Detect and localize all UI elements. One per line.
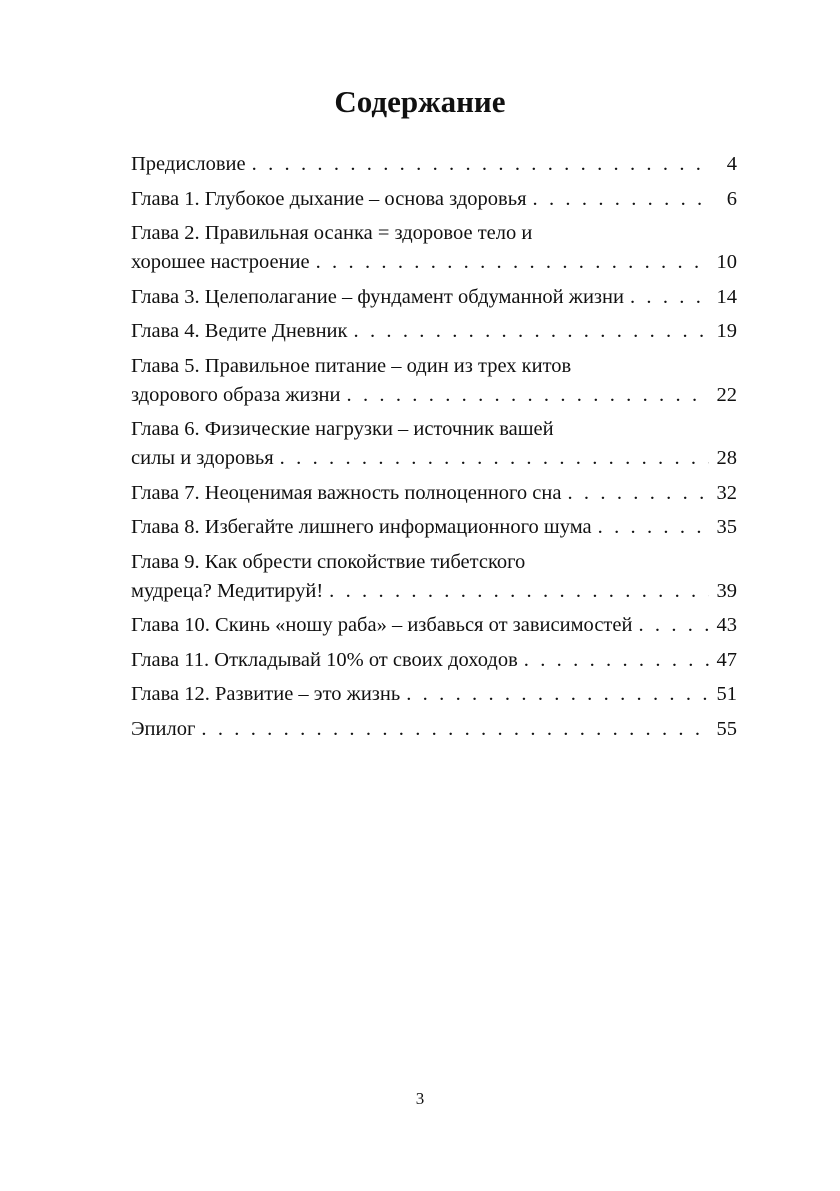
dot-leader bbox=[252, 150, 709, 179]
toc-entry-title-line2: здорового образа жизни bbox=[131, 383, 341, 406]
dot-leader bbox=[329, 577, 709, 606]
toc-entry-title: Эпилог bbox=[131, 717, 196, 740]
dot-leader bbox=[354, 317, 710, 346]
toc-entry-title: Предисловие bbox=[131, 153, 246, 175]
dot-leader bbox=[533, 185, 709, 214]
dot-leader bbox=[280, 444, 709, 473]
toc-entry-page: 47 bbox=[716, 648, 737, 671]
toc-entry-title-line2: мудреца? Медитируй! bbox=[131, 579, 324, 602]
toc-entry-title: Глава 11. Откладывай 10% от своих доходов bbox=[131, 648, 518, 671]
toc-entry bbox=[131, 680, 737, 709]
toc-entry-page: 43 bbox=[716, 614, 737, 636]
toc-entry-page: 4 bbox=[726, 153, 737, 175]
dot-leader bbox=[567, 479, 709, 508]
toc-entry bbox=[131, 715, 737, 744]
toc-entry-title: Глава 12. Развитие – это жизнь bbox=[131, 683, 401, 705]
page-number: 3 bbox=[415, 1089, 425, 1108]
toc-entry bbox=[131, 513, 737, 542]
toc-entry bbox=[131, 317, 737, 346]
page-title: Содержание bbox=[334, 84, 506, 119]
toc-entry-page: 32 bbox=[716, 481, 737, 504]
toc-entry bbox=[131, 415, 737, 473]
dot-leader bbox=[630, 283, 709, 312]
toc-entry bbox=[131, 219, 737, 277]
toc-entry-title: Глава 10. Скинь «ношу раба» – избавься от зависимостей bbox=[131, 614, 633, 636]
dot-leader bbox=[316, 248, 709, 277]
dot-leader bbox=[347, 381, 710, 410]
toc-entry-title-line2: хорошее настроение bbox=[131, 251, 310, 273]
toc-entry-page: 14 bbox=[716, 285, 737, 308]
toc-entry bbox=[131, 283, 737, 312]
toc-entry-page: 55 bbox=[716, 717, 737, 740]
toc-entry-page: 6 bbox=[726, 187, 737, 210]
toc-entry-title-line1: Глава 2. Правильная осанка = здоровое тело и bbox=[131, 222, 533, 244]
toc-entry bbox=[131, 352, 737, 410]
toc-entry-title: Глава 4. Ведите Дневник bbox=[131, 320, 348, 342]
toc-entry bbox=[131, 646, 737, 675]
toc-entry bbox=[131, 479, 737, 508]
toc-entry bbox=[131, 185, 737, 214]
dot-leader bbox=[598, 513, 709, 542]
toc-entry-title-line1: Глава 5. Правильное питание – один из трех китов bbox=[131, 354, 572, 377]
toc-entry-title: Глава 7. Неоценимая важность полноценного сна bbox=[131, 481, 562, 504]
dot-leader bbox=[201, 715, 709, 744]
toc-entry-page: 10 bbox=[716, 251, 737, 273]
toc-entry-title: Глава 1. Глубокое дыхание – основа здоровья bbox=[131, 187, 527, 210]
toc-entry-page: 51 bbox=[716, 683, 737, 705]
toc-entry-title-line1: Глава 6. Физические нагрузки – источник вашей bbox=[131, 418, 554, 440]
toc-entry bbox=[131, 150, 737, 179]
toc-entry bbox=[131, 548, 737, 606]
toc-entry bbox=[131, 611, 737, 640]
toc-entry-page: 19 bbox=[716, 320, 737, 342]
dot-leader bbox=[524, 646, 709, 675]
toc-entry-page: 22 bbox=[716, 383, 737, 406]
toc-entry-title-line1: Глава 9. Как обрести спокойствие тибетского bbox=[131, 550, 526, 573]
dot-leader bbox=[406, 680, 709, 709]
toc-entry-title: Глава 3. Целеполагание – фундамент обдуманной жизни bbox=[131, 285, 624, 308]
table-of-contents bbox=[131, 150, 737, 749]
toc-entry-title: Глава 8. Избегайте лишнего информационного шума bbox=[131, 516, 592, 538]
toc-entry-page: 39 bbox=[716, 579, 737, 602]
dot-leader bbox=[638, 611, 709, 640]
toc-entry-title-line2: силы и здоровья bbox=[131, 447, 274, 469]
toc-entry-page: 35 bbox=[716, 516, 737, 538]
toc-entry-page: 28 bbox=[716, 447, 737, 469]
